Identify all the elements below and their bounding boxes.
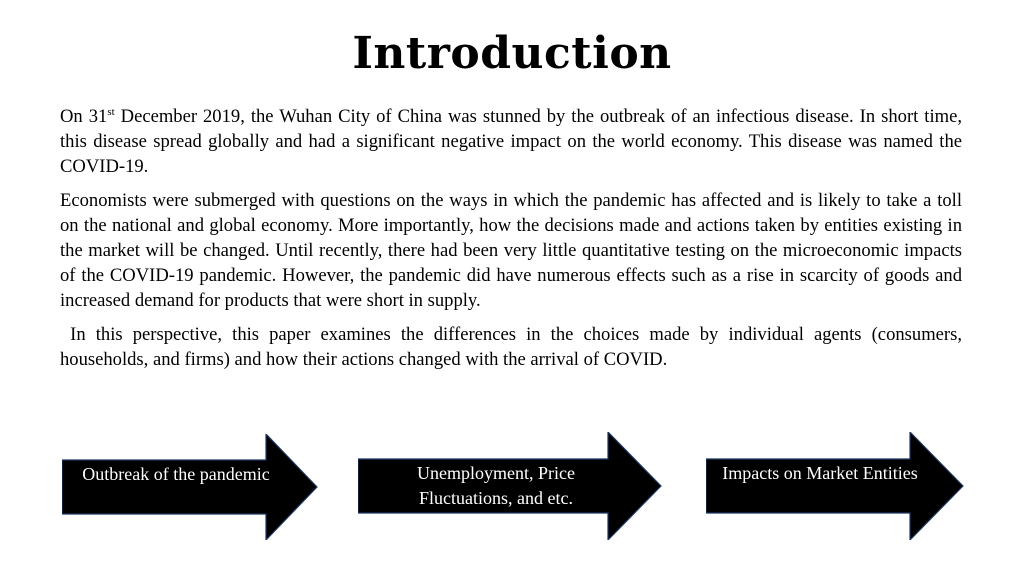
flow-arrow-2	[358, 432, 662, 540]
flow-arrow-1	[62, 434, 318, 540]
arrow-shape-1	[62, 434, 318, 540]
paragraph-3: In this perspective, this paper examines the differences in the choices made by individual agents (consumers, households, and firms) and how their actions changed with the arrival of COVID.	[60, 324, 967, 370]
paragraph-1	[60, 104, 962, 179]
arrow-shape-3	[706, 432, 964, 540]
flow-label-3: Impacts on Market Entities	[722, 463, 918, 483]
flow-arrow-3	[706, 432, 964, 540]
flow-label-2: Unemployment, Price Fluctuations, and etc.	[417, 463, 575, 508]
ordinal-suffix: st	[107, 105, 115, 118]
flow-label-1: Outbreak of the pandemic	[82, 464, 270, 484]
paragraph-1-start: On 31	[60, 106, 108, 127]
paragraph-2: Economists were submerged with questions on the ways in which the pandemic has affected and is likely to take a toll on the national and global economy. More importantly, how the decisions made and actions taken by entities existing in the market will be changed. Until recently, there had been very little quantitative testing on the microeconomic impacts of the COVID-19 pandemic. However, the pandemic did have numerous effects such as a rise in scarcity of goods and increased demand for products that were short in supply.	[60, 190, 962, 311]
paragraph-1-rest: December 2019, the Wuhan City of China was stunned by the outbreak of an infectious disease. In short time, this disease spread globally and had a significant negative impact on the world economy. This disease was named the COVID-19.	[60, 106, 962, 177]
slide-title: Introduction	[352, 28, 672, 79]
body-text	[60, 104, 967, 381]
